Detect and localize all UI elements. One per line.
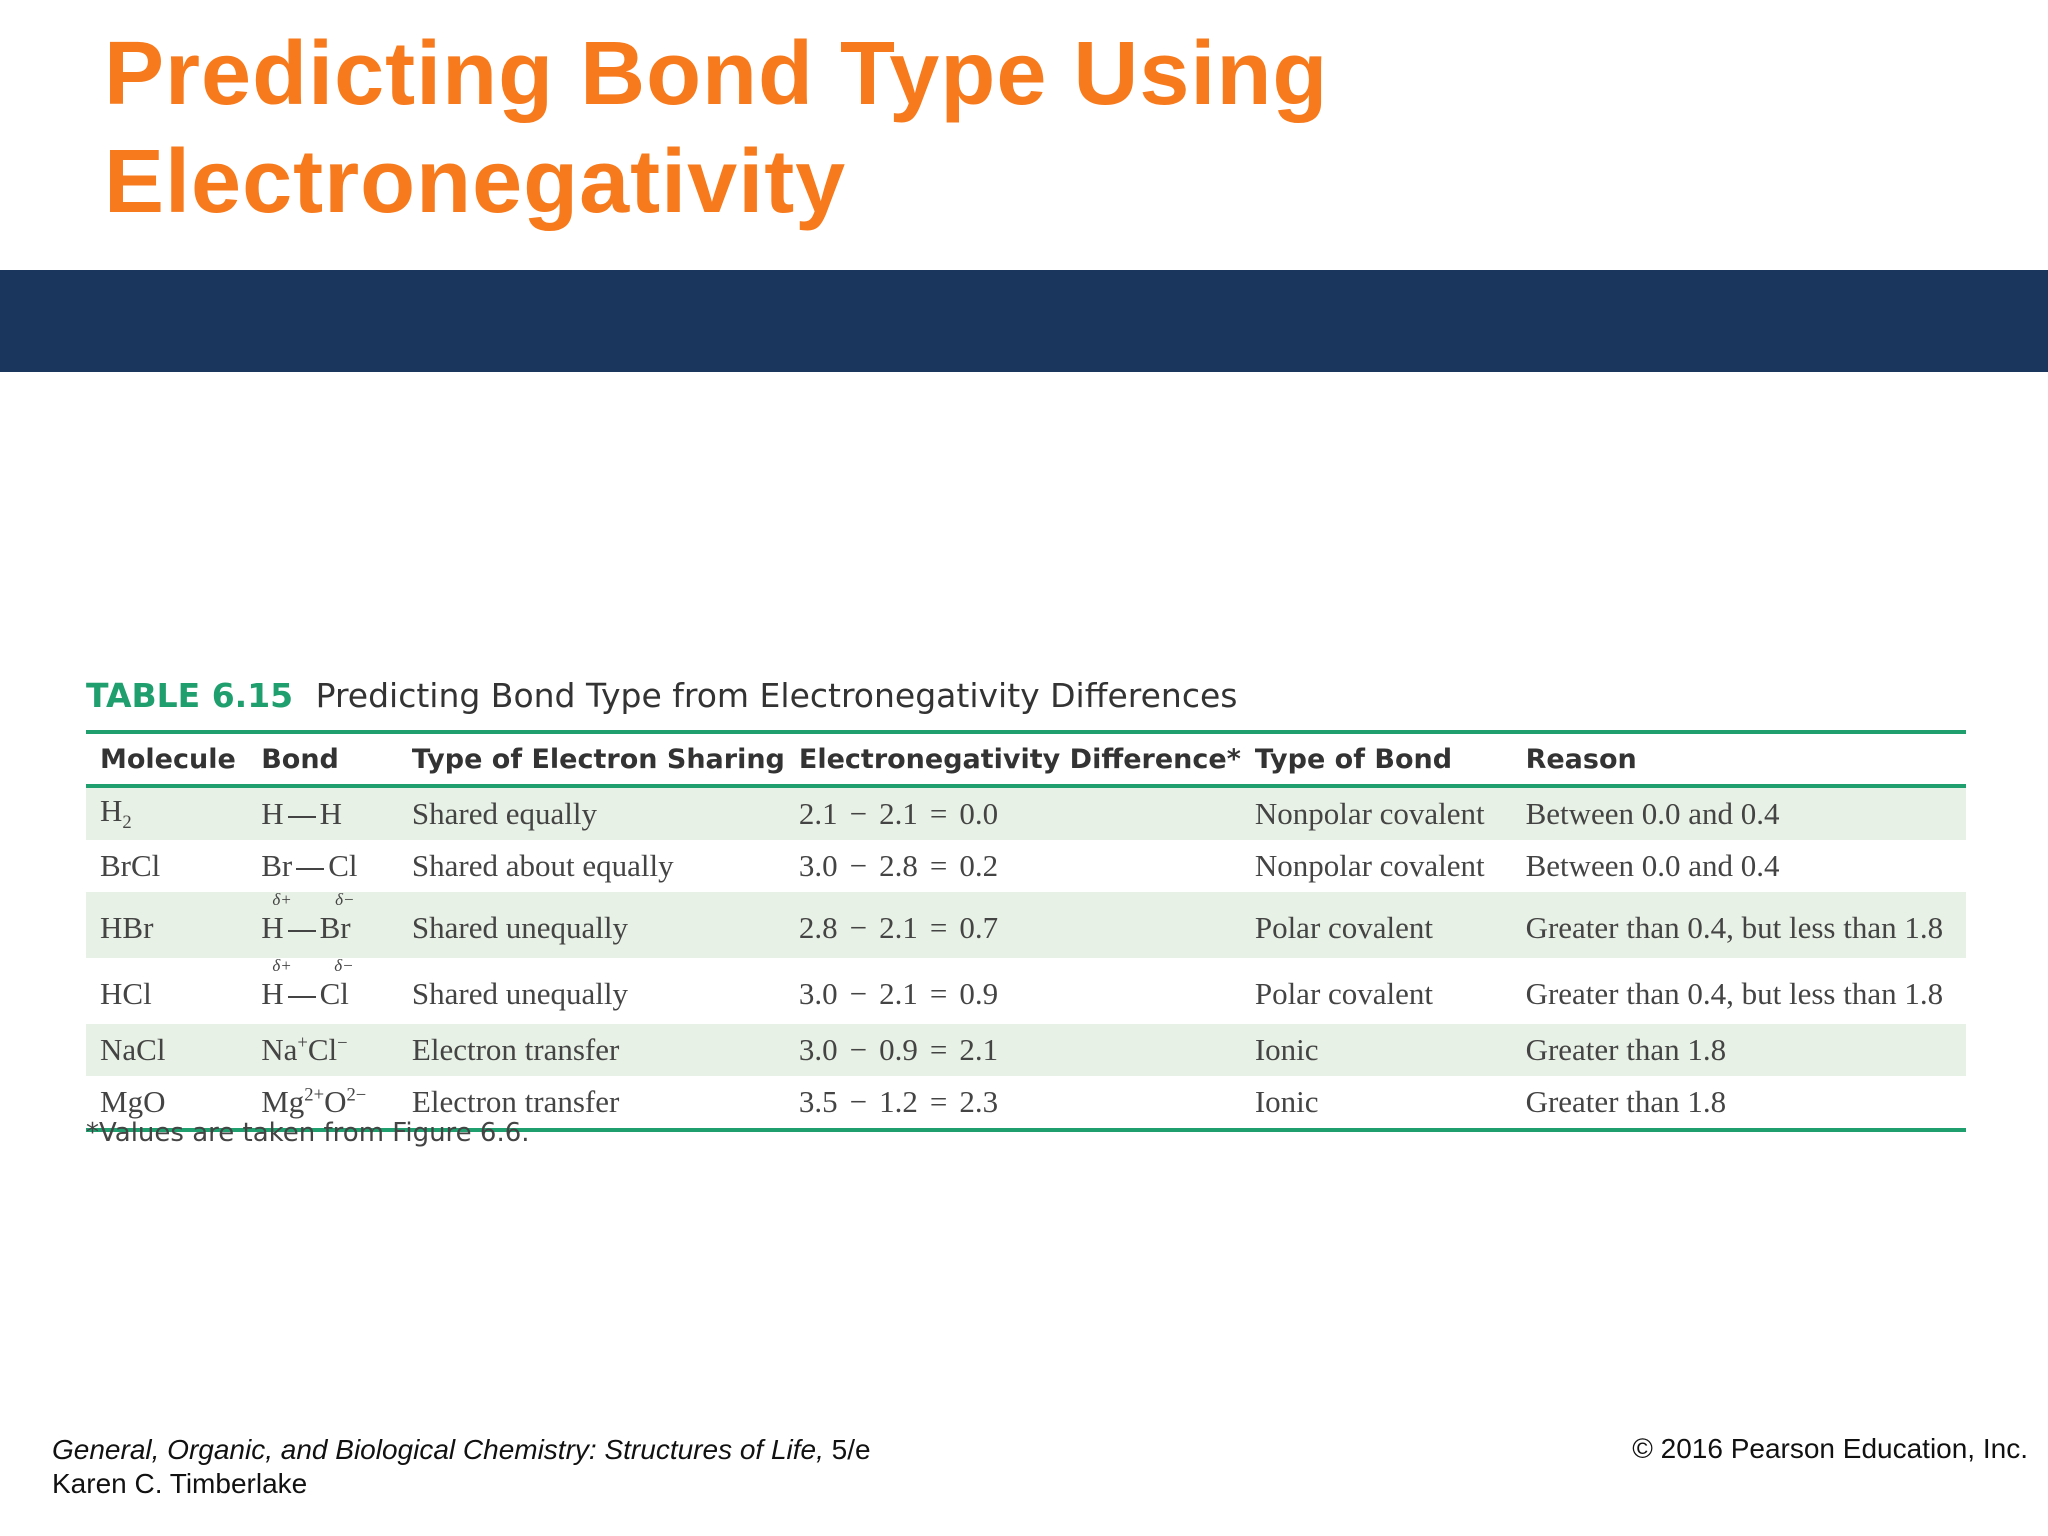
reason-cell: Between 0.0 and 0.4 (1525, 848, 1780, 883)
table-row (86, 786, 1966, 840)
partial-charge-label: δ+ (272, 890, 292, 909)
bond-type-table (86, 730, 1966, 1132)
header-sharing: Type of Electron Sharing (398, 732, 785, 786)
minus-sign: − (849, 848, 868, 883)
ion-charge: 2− (346, 1084, 367, 1106)
molecule-cell: BrCl (100, 848, 161, 883)
reason-cell: Greater than 0.4, but less than 1.8 (1512, 892, 1966, 958)
reason-cell: Greater than 1.8 (1512, 1024, 1966, 1076)
bond-type-cell: Ionic (1254, 1084, 1319, 1119)
equals-sign: = (929, 1032, 948, 1067)
en-difference: 2.3 (959, 1084, 999, 1119)
sharing-cell: Shared equally (398, 786, 785, 840)
bond-type-cell: Nonpolar covalent (1254, 848, 1485, 883)
ion-charge: + (297, 1032, 308, 1054)
difference-cell (785, 892, 1241, 958)
sharing-cell: Shared about equally (411, 848, 674, 883)
en-difference: 0.7 (959, 910, 999, 945)
footer-edition: 5/e (823, 1434, 871, 1465)
bond-line (288, 816, 316, 818)
partial-charge-label: δ− (334, 956, 354, 975)
equals-sign: = (929, 976, 948, 1011)
difference-cell (785, 840, 1241, 892)
table-header-row (86, 732, 1966, 786)
difference-cell (785, 1076, 1241, 1130)
molecule-cell: MgO (100, 1084, 166, 1119)
bond-cell (247, 786, 398, 840)
en-value: 2.1 (798, 796, 838, 831)
bond-atom: Cl (328, 848, 358, 883)
partial-charge-label: δ− (335, 890, 355, 909)
slide-title (104, 20, 1328, 236)
bond-type-cell: Nonpolar covalent (1241, 786, 1512, 840)
bond-atom: H (261, 976, 284, 1011)
header-difference: Electronegativity Difference* (785, 732, 1241, 786)
equals-sign: = (929, 1084, 948, 1119)
ion-symbol: Mg (261, 1084, 305, 1119)
minus-sign: − (849, 1084, 868, 1119)
bond-atom-with-charge (319, 956, 354, 1012)
en-value: 2.1 (879, 796, 918, 831)
en-difference: 0.0 (959, 796, 999, 831)
reason-cell: Between 0.0 and 0.4 (1512, 786, 1966, 840)
table-row (86, 892, 1966, 958)
ion-symbol: Cl (307, 1032, 338, 1067)
bond-atom-with-charge (261, 890, 292, 946)
sharing-cell: Shared unequally (398, 892, 785, 958)
bond-table-container (86, 730, 1966, 1132)
footer-copyright: © 2016 Pearson Education, Inc. (1632, 1433, 2028, 1464)
slide-title-line-2: Electronegativity (104, 132, 847, 232)
table-caption-label: TABLE 6.15 (86, 676, 294, 715)
bond-atom: H (261, 796, 284, 831)
en-difference: 0.9 (959, 976, 999, 1011)
reason-cell: Greater than 0.4, but less than 1.8 (1525, 976, 1944, 1011)
ion-charge: 2+ (304, 1084, 325, 1106)
equals-sign: = (929, 796, 948, 831)
en-value: 2.1 (879, 976, 918, 1011)
en-value: 1.2 (879, 1084, 918, 1119)
bond-cell (247, 1024, 398, 1076)
header-bond-type: Type of Bond (1241, 732, 1512, 786)
footer-book-title: General, Organic, and Biological Chemistry: Structures of Life, (52, 1434, 824, 1465)
en-value: 2.8 (798, 910, 838, 945)
en-value: 3.0 (798, 848, 838, 883)
header-reason: Reason (1512, 732, 1966, 786)
bond-line (288, 930, 316, 932)
bond-cell (247, 840, 398, 892)
difference-cell (785, 958, 1241, 1024)
molecule-symbol: H (100, 793, 123, 829)
footer-author: Karen C. Timberlake (52, 1468, 308, 1499)
en-value: 3.0 (798, 976, 838, 1011)
footer-book-title-line (52, 1433, 871, 1467)
footer-book-credit (52, 1433, 871, 1501)
sharing-cell: Shared unequally (411, 976, 628, 1011)
bond-cell (247, 892, 398, 958)
molecule-cell (86, 786, 247, 840)
en-value: 2.8 (879, 848, 918, 883)
table-row (86, 958, 1966, 1024)
equals-sign: = (929, 848, 948, 883)
minus-sign: − (849, 910, 868, 945)
reason-cell: Greater than 1.8 (1525, 1084, 1727, 1119)
bond-atom-with-charge (319, 890, 355, 946)
bond-atom: H (319, 796, 342, 831)
en-value: 0.9 (879, 1032, 918, 1067)
equals-sign: = (929, 910, 948, 945)
en-difference: 0.2 (959, 848, 999, 883)
bond-line (296, 868, 324, 870)
sharing-cell: Electron transfer (398, 1024, 785, 1076)
en-value: 3.5 (798, 1084, 838, 1119)
bond-type-cell: Polar covalent (1254, 976, 1434, 1011)
molecule-cell: HBr (86, 892, 247, 958)
en-value: 2.1 (879, 910, 918, 945)
bond-atom: H (261, 910, 284, 945)
molecule-subscript: 2 (122, 812, 132, 834)
molecule-cell: NaCl (86, 1024, 247, 1076)
table-caption-text: Predicting Bond Type from Electronegativity Differences (315, 676, 1238, 715)
molecule-cell: HCl (100, 976, 152, 1011)
sharing-cell: Electron transfer (411, 1084, 620, 1119)
table-footnote: *Values are taken from Figure 6.6. (86, 1118, 530, 1148)
minus-sign: − (849, 976, 868, 1011)
ion-symbol: Na (261, 1032, 298, 1067)
slide-title-line-1: Predicting Bond Type Using (104, 24, 1329, 124)
bond-type-cell: Ionic (1241, 1024, 1512, 1076)
difference-cell (785, 1024, 1241, 1076)
ion-symbol: O (324, 1084, 347, 1119)
bond-cell (247, 958, 398, 1024)
header-molecule: Molecule (86, 732, 247, 786)
table-row (86, 840, 1966, 892)
bond-line (288, 996, 316, 998)
bond-atom-with-charge (261, 956, 292, 1012)
minus-sign: − (849, 796, 868, 831)
title-band (0, 270, 2048, 372)
header-bond: Bond (247, 732, 398, 786)
en-difference: 2.1 (959, 1032, 999, 1067)
bond-atom: Br (261, 848, 293, 883)
table-caption (86, 674, 1237, 718)
ion-charge: − (337, 1032, 348, 1054)
minus-sign: − (849, 1032, 868, 1067)
bond-atom: Cl (319, 976, 349, 1011)
partial-charge-label: δ+ (272, 956, 292, 975)
bond-type-cell: Polar covalent (1241, 892, 1512, 958)
bond-atom: Br (319, 910, 351, 945)
table-row (86, 1024, 1966, 1076)
en-value: 3.0 (798, 1032, 838, 1067)
difference-cell (785, 786, 1241, 840)
